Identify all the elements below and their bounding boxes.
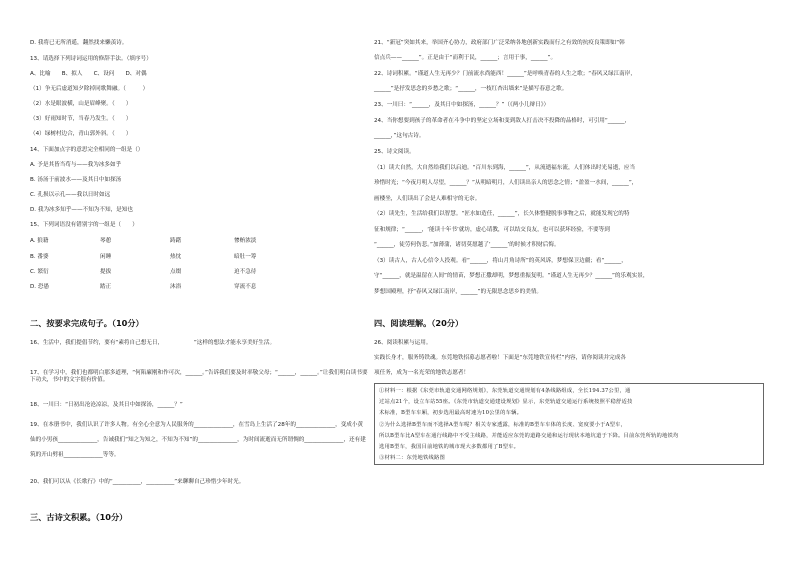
material-2-line-1: ②为什么选择B型车而不选择A型车呢？相关专家透露，标准的B型车车体的长度、宽度要小于A型车，	[379, 422, 627, 428]
q22-line-1: 22、诗词积累。“谨道人生无再少？门前流水尚能西！______”是呼唤青春的人生之歌；“春风又绿江南岸，	[374, 71, 636, 77]
material-3-caption: ③材料二：东莞地铁线路图	[379, 455, 445, 461]
q21-line-2: 信点兵——______”。正是由于“而利于民，______；言用于事，______”。	[374, 55, 557, 61]
q14-option-b: B. 汤汤于前波水——及其日中如探汤	[30, 177, 122, 183]
material-1-line-1: ①材料一：根据《东莞市轨道交通网络规划》，东莞轨道交通规划有4条线路组成，全长194.37公里，通	[379, 388, 631, 394]
material-2-line-2: 所以B型车比A型车在通行线路中不受主线路，并能适应东莞的道路交通和运行现状本地坑道于下降。目前东莞所轨的地铁均	[379, 433, 679, 439]
q15-b-2: 闲睡	[100, 254, 112, 260]
q20: 20、我们可以从《长歌行》中的“__________，__________”来聊聊自己珍惜少年时光。	[30, 479, 245, 485]
q15-a-3: 踌躇	[170, 238, 182, 244]
q16: 16、生活中，我们提倡节约，要有“素将自己想无日， ”这样的想法才能永享美好生活。	[30, 340, 276, 346]
q25-1-line-1: （1）读大自然，大自然给我们以启迪。“百川东到海，______”，从流逝福东流，人们体出时光易逝，应当	[374, 165, 636, 171]
q15-a-2: 琴憩	[100, 238, 112, 244]
q15-c-2: 提拔	[100, 269, 112, 275]
q25-3-line-1: （3）读古人，古人心信令人投观。看“______，将山月角诗所”的英风诉，梦想保卫边疆；看“______，	[374, 258, 627, 264]
section-3-title: 三、古诗文积累。（10分）	[30, 512, 128, 522]
section-4-title: 四、阅读理解。（20分）	[374, 318, 464, 328]
q26-intro-2: 项任务，成为一名光荣的地铁志愿者！	[374, 370, 470, 376]
q13-prompt: 13、请选择下列诗词运用的修辞手法。（填序号）	[30, 56, 152, 62]
q15-a-4: 惨贿浓淡	[234, 238, 257, 244]
q25-3-line-2: 守“______，就是温留在人间”的情苗，梦想正撒却明，梦想重振复明。“谨道人生无再少？______”的乐观实景，	[374, 273, 649, 279]
q26-title: 26、阅读积累与运用。	[374, 340, 432, 346]
q13-item-1: （1）争无后虚道知夕除掉同歌舞融。（ ）	[30, 86, 149, 92]
material-box	[374, 383, 764, 465]
q24-line-1: 24、当你想要到孩子的革命者在斗争中的坚定立场和变到敌人打击决不投降的品格时，可引用“______，	[374, 118, 631, 124]
q13-item-2: （2）水是眼波横，山是眉峰聚。（ ）	[30, 101, 132, 107]
q15-d-3: 沐浴	[170, 284, 182, 290]
q25-3-line-3: 梦想国殿理，抒“春风又绿江南岸，______”的无限思念思乡的美情。	[374, 289, 543, 295]
q14-option-a: A. 予是其皆当苟与——我为冰多如乎	[30, 162, 122, 168]
q25-title: 25、诗文阅读。	[374, 149, 415, 155]
q15-d-2: 踏正	[100, 284, 112, 290]
q15-b-4: 暗肚一筹	[234, 254, 257, 260]
q13-item-3: （3）好雨知时节，当春乃发生。（ ）	[30, 116, 132, 122]
q25-2-line-3: “______，徒劳何伤悲。”加薄蒲，诸切莫愿越了‘______’的时候才积财后悔。	[374, 242, 560, 248]
q15-d-1: D. 恐愚	[30, 284, 50, 290]
q15-c-1: C. 繁衍	[30, 269, 49, 275]
q15-c-4: 迫不急待	[234, 269, 257, 275]
q25-2-line-2: 征和规律；“______，‘能读十年书’就坊，虚心请教，可以结交良友，也可以获坏经验，不要等到	[374, 227, 610, 233]
material-1-line-2: 过站点21个，设立车站55座。《东莞市轨道交通建设规划》显示，东莞轨道交通运行系统按照平稳舒适技	[379, 399, 633, 405]
q22-line-2: ______”是抒发思念的乡愁之歌；“______，一枝红杏出墙来”是描写春意之歌。	[374, 86, 568, 92]
q14-option-c: C. 孔损以示孔——我以日时如远	[30, 192, 111, 198]
q15-c-3: 点缀	[170, 269, 182, 275]
q13-choices: A、比喻 B、拟人 C、设问 D、对偶	[30, 71, 147, 77]
q26-intro-1: 实践长身才，服务铸铁魂。东莞地铁招募志愿者啦！下面是“东莞地铁宣传栏”内容，请你阅读并完成各	[374, 355, 626, 361]
q23: 23、一川曰：“______，及其日中如探汤，______？”（《两小儿辩日》）	[374, 102, 550, 108]
q18: 18、一川曰：“日初出沧沧凉凉，及其日中如探汤，______？”	[30, 402, 183, 408]
q19: 19、在本册书中，我们认识了许多人物。有全心全意为人民服务的______________，在雪岛上生活了28年的______________，变成小黄仙的小男孩______________，告诫我们“知之为知之，不知为不知”的______________，为时间流逝而无所谓惆的______________，还有建筑的开山劈祖______________等等。	[30, 422, 366, 458]
q15-prompt: 15、下列词语没有错别字的一组是（ ）	[30, 222, 138, 228]
section-2-title: 二、按要求完成句子。（10分）	[30, 318, 144, 328]
q14-option-d: D. 我为冰多知乎——不知为不知，是知也	[30, 207, 133, 213]
material-1-line-3: 术标准，B型车车厢，初步选用最高时速为10公里的车辆。	[379, 410, 523, 416]
q15-b-3: 热忱	[170, 254, 182, 260]
q24-line-2: ______，”这句古诗。	[374, 133, 425, 139]
q12-option-d: D. 我将已无所消遥，翻然找来懒羡诗。	[30, 40, 128, 46]
q25-2-line-1: （2）读先生，生活给我们以智慧。“匠水如造任，______”，长久体整健脱事事物之后，就能发现它的特	[374, 211, 630, 217]
material-2-line-3: 选用B型车，我国目前地铁的城市现大多数都用了B型车。	[379, 444, 520, 450]
q15-b-1: B. 番婆	[30, 254, 49, 260]
q25-1-line-3: 画楼坐，人们读出了会是人难相守的无奈。	[374, 196, 481, 202]
q14-prompt: 14、下面加点字的意思完全相同的一组是（）	[30, 147, 144, 153]
q15-d-4: 穿流不息	[234, 284, 257, 290]
q25-1-line-2: 珍惜时光；“今夜月明人尽望，______？”从明暗明月，人们读出亲人的思念之情；“盈盈一水间，______”，	[374, 180, 638, 186]
q17: 17、在学习中，我们也都明白那多道理，“何陷廉刚和作可次，______。”告诉我们要及时率敬父母；“______，______。”让我们明白读书要下功夫，书中的文字很有价值。	[30, 370, 368, 383]
q15-a-1: A. 狼籍	[30, 238, 49, 244]
q21-line-1: 21、“新冠”突如其来，举国齐心协力，政府部门广泛采纳各地创新实践而行之有效的抗疫良策即如“韩	[374, 40, 625, 46]
q13-item-4: （4）绿树村边合，青山郭外斜。（ ）	[30, 131, 132, 137]
